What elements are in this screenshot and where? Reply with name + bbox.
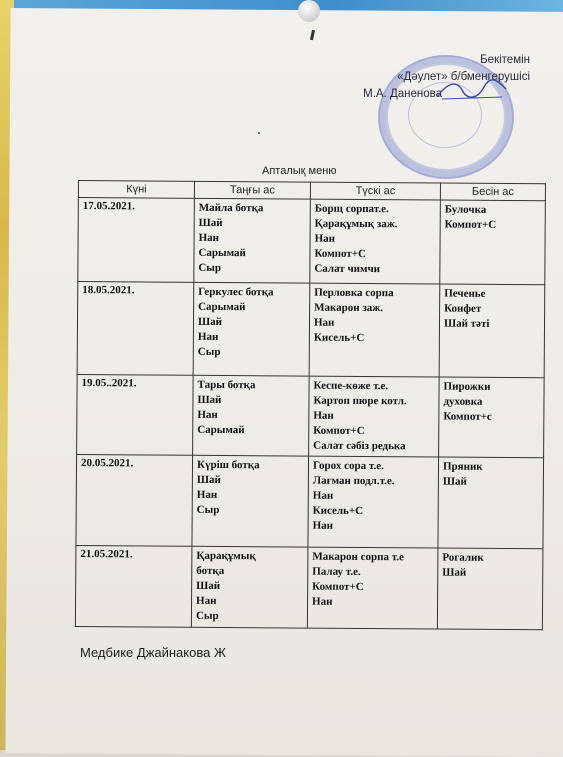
row-breakfast: Қарақұмық ботқа Шай Нан Сыр [191, 546, 308, 628]
row-snack: Булочка Компот+С [440, 200, 546, 285]
push-pin-icon [298, 0, 320, 22]
header-snack: Бесін ас [440, 183, 545, 201]
menu-title: Апталық меню [262, 165, 337, 177]
table-row [75, 545, 543, 629]
approval-line-1: Бекітемін [480, 54, 530, 66]
header-breakfast: Таңғы ас [194, 181, 310, 199]
header-lunch: Түскі ас [310, 182, 440, 200]
row-lunch: Перловка сорпа Макарон заж. Нан Кисель+С [309, 283, 440, 377]
row-snack: Печенье Конфет Шай тәті [439, 284, 545, 378]
row-date: 19.05..2021. [77, 374, 194, 455]
row-breakfast: Тары ботқа Шай Нан Сарымай [193, 375, 310, 456]
row-lunch: Макарон сорпа т.е Палау т.е. Компот+С Нан [307, 547, 438, 629]
weekly-menu-table [75, 180, 546, 630]
row-snack: Пирожки духовка Компот+с [439, 377, 545, 458]
row-breakfast: Күріш ботқа Шай Нан Сыр [192, 455, 309, 547]
row-lunch: Кеспе-көже т.е. Картоп пюре котл. Нан Компот+С Салат сәбіз редька [309, 376, 440, 457]
table-row [77, 282, 545, 378]
row-date: 17.05.2021. [78, 198, 195, 283]
table-row [77, 374, 545, 457]
row-breakfast: Майла ботқа Шай Нан Сарымай Сыр [194, 198, 311, 283]
table-row [78, 198, 546, 285]
signature-scribble [432, 75, 512, 105]
row-date: 20.05.2021. [76, 454, 193, 546]
paper-speck [258, 132, 260, 134]
row-snack: Рогалик Шай [437, 548, 543, 630]
row-date: 18.05.2021. [77, 282, 194, 376]
approval-line-2: «Дәулет» б/бменгерушісі [397, 71, 530, 83]
header-day: Күні [78, 181, 194, 199]
row-snack: Пряник Шай [438, 457, 544, 549]
approval-line-3: М.А. Даненова [363, 88, 442, 100]
row-breakfast: Геркулес ботқа Сарымай Шай Нан Сыр [193, 282, 310, 376]
row-lunch: Горох сора т.е. Лағман подл.т.е. Нан Кисель+С Нан [308, 456, 439, 548]
row-date: 21.05.2021. [75, 545, 192, 627]
table-row [76, 454, 544, 548]
nurse-signature-line: Медбике Джайнакова Ж [80, 645, 226, 660]
row-lunch: Борщ сорпат.е. Қарақұмық заж. Нан Компот+С Салат чимчи [310, 199, 441, 284]
